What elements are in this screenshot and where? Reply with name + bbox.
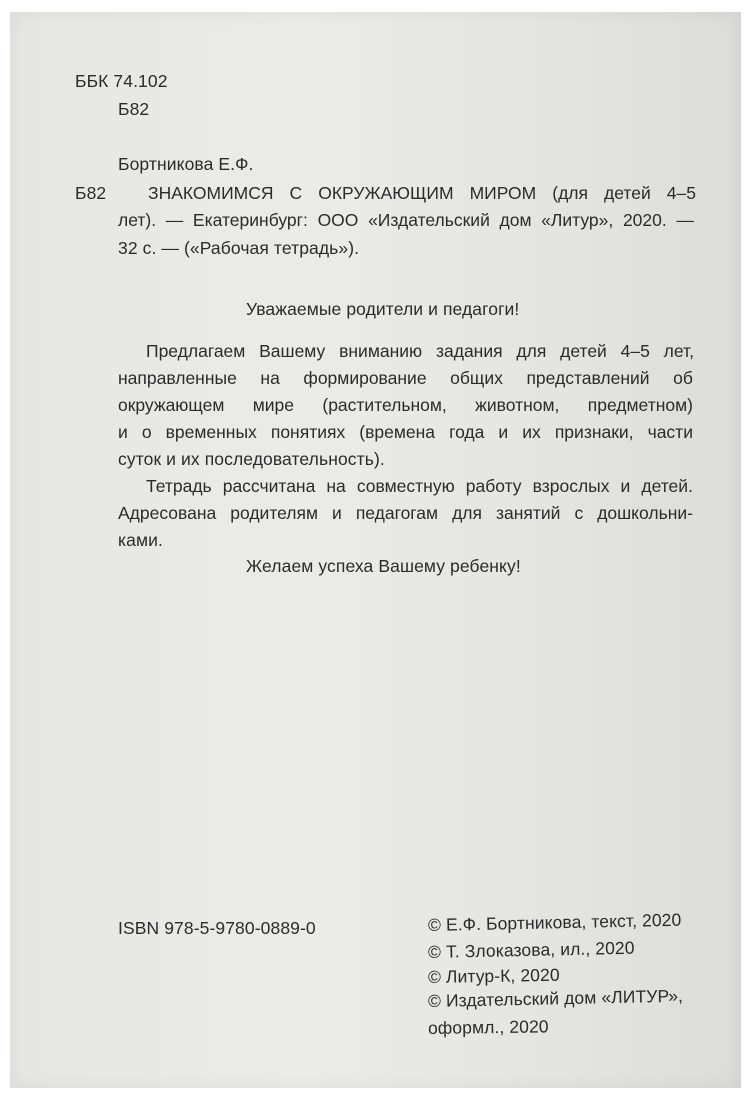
word: вниманию — [339, 341, 423, 361]
paragraph-1-line-2 — [118, 367, 693, 389]
word: занятий — [495, 503, 561, 523]
copyright-line-3: © Литур-К, 2020 — [427, 964, 560, 987]
word: — — [165, 210, 184, 230]
isbn: ISBN 978-5-9780-0889-0 — [118, 918, 316, 938]
paragraph-1-line-5: суток и их последовательность). — [118, 449, 385, 469]
word: и — [498, 422, 509, 442]
author-name: Бортникова Е.Ф. — [118, 154, 254, 174]
bibliography-line-3: 32 с. — («Рабочая тетрадь»). — [118, 238, 360, 258]
word: мире — [252, 395, 295, 415]
word: для — [516, 341, 547, 361]
author-code: Б82 — [118, 99, 150, 119]
paragraph-2-line-3: ками. — [118, 530, 163, 550]
word: на — [260, 368, 280, 388]
word: представлений — [526, 368, 650, 388]
word: ЗНАКОМИМСЯ — [148, 183, 274, 203]
word: окружающем — [118, 395, 225, 415]
word: предметном) — [587, 395, 693, 415]
word: 4–5 — [666, 183, 696, 203]
word: 4–5 — [620, 341, 650, 361]
word: — — [676, 210, 694, 230]
word: задания — [435, 341, 503, 361]
paragraph-1-line-1 — [146, 340, 694, 362]
copyright-line-2: © Т. Злоказова, ил., 2020 — [427, 937, 635, 962]
word: для — [452, 503, 482, 523]
word: лет, — [663, 341, 694, 361]
word: «Издательский — [368, 210, 490, 230]
word: формирование — [303, 368, 427, 388]
word: ООО — [317, 210, 359, 230]
paragraph-1-line-4 — [118, 421, 693, 443]
word: года — [449, 422, 485, 442]
word: животном, — [475, 395, 560, 415]
word: общих — [450, 368, 503, 388]
word: их — [522, 422, 541, 442]
word: Предлагаем — [146, 341, 246, 361]
word: и — [118, 422, 128, 442]
word: рассчитана — [222, 476, 316, 496]
bibliography-line-1 — [148, 182, 696, 204]
copyright-line-4: © Издательский дом «ЛИТУР», — [427, 985, 684, 1011]
word: детей — [560, 341, 607, 361]
paragraph-2-line-2 — [118, 502, 693, 524]
word: МИРОМ — [469, 183, 537, 203]
word: направленные — [118, 368, 237, 388]
word: признаки, — [554, 422, 634, 442]
word: (времена — [359, 422, 436, 442]
word: (для — [552, 183, 588, 203]
word: Екатеринбург: — [192, 210, 308, 230]
word: с — [574, 503, 584, 523]
word: (растительном, — [322, 395, 447, 415]
word: ОКРУЖАЮЩИМ — [318, 183, 454, 203]
word: части — [647, 422, 693, 442]
word: «Литур», — [541, 210, 614, 230]
bibliography-line-2 — [118, 209, 694, 231]
word: детей. — [641, 476, 693, 496]
word: Тетрадь — [146, 476, 212, 496]
word: временных — [165, 422, 257, 442]
paragraph-2-line-1 — [146, 475, 693, 497]
word: на — [326, 476, 346, 496]
wish-line: Желаем успеха Вашему ребенку! — [246, 556, 521, 576]
greeting-heading: Уважаемые родители и педагоги! — [246, 299, 520, 319]
copyright-line-1: © Е.Ф. Бортникова, текст, 2020 — [427, 909, 682, 935]
word: об — [673, 368, 693, 388]
copyright-line-5: оформл., 2020 — [427, 1016, 549, 1038]
paragraph-1-line-3 — [118, 394, 693, 416]
word: дом — [499, 210, 532, 230]
word: взрослых — [532, 476, 610, 496]
word: и — [332, 503, 342, 523]
word: детей — [604, 183, 651, 203]
word: понятиях — [270, 422, 346, 442]
word: родителям — [230, 503, 319, 523]
word: Вашему — [259, 341, 326, 361]
author-code-side: Б82 — [75, 183, 107, 203]
bbk-index: ББК 74.102 — [75, 71, 168, 91]
word: совместную — [356, 476, 455, 496]
word: лет). — [118, 210, 157, 230]
word: дошкольни- — [597, 503, 693, 523]
word: педагогам — [355, 503, 439, 523]
word: работу — [465, 476, 522, 496]
word: Адресована — [118, 503, 217, 523]
word: С — [289, 183, 303, 203]
word: 2020. — [622, 210, 667, 230]
word: и — [620, 476, 631, 496]
word: о — [141, 422, 152, 442]
